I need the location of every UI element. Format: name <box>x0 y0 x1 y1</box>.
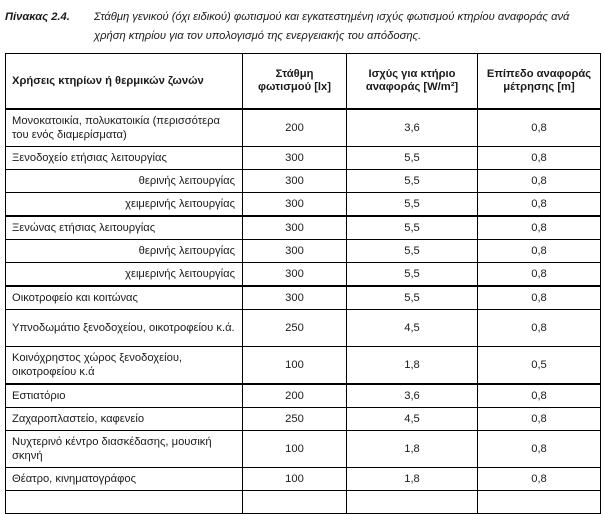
table-row <box>6 286 601 310</box>
usage-cell: χειμερινής λειτουργίας <box>6 193 243 217</box>
power-cell: 1,8 <box>347 347 478 385</box>
height-cell: 0,8 <box>478 286 601 310</box>
height-cell: 0,8 <box>478 147 601 170</box>
power-cell: 5,5 <box>347 216 478 240</box>
height-cell: 0,8 <box>478 263 601 287</box>
table-row <box>6 310 601 347</box>
caption-text: Στάθμη γενικού (όχι ειδικού) φωτισμού και εγκατεστημένη ισχύς φωτισμού κτηρίου αναφοράς ανά χρήση κτηρίου για τον υπολογισμό της ενεργειακής του απόδοσης. <box>94 11 570 42</box>
table-row <box>6 147 601 170</box>
header-usage: Χρήσεις κτηρίων ή θερμικών ζωνών <box>6 54 243 110</box>
table-row <box>6 347 601 385</box>
caption-number: Πίνακας 2.4. <box>5 11 70 23</box>
usage-cell: Κοινόχρηστος χώρος ξενοδοχείου, οικοτροφείου κ.ά <box>6 347 243 385</box>
height-cell: 0,8 <box>478 216 601 240</box>
table-row <box>6 193 601 217</box>
usage-cell: χειμερινής λειτουργίας <box>6 263 243 287</box>
table-row <box>6 109 601 147</box>
lux-cell: 300 <box>243 193 347 217</box>
table-row <box>6 240 601 263</box>
usage-cell: Ξενοδοχείο ετήσιας λειτουργίας <box>6 147 243 170</box>
table-row <box>6 468 601 491</box>
lux-cell: 100 <box>243 468 347 491</box>
table-row <box>6 431 601 468</box>
power-cell: 1,8 <box>347 431 478 468</box>
height-cell: 0,8 <box>478 408 601 431</box>
empty-cell <box>347 491 478 514</box>
height-cell: 0,5 <box>478 347 601 385</box>
header-power: Ισχύς για κτήριο αναφοράς [W/m²] <box>347 54 478 110</box>
table-row-cut <box>6 491 601 514</box>
power-cell: 5,5 <box>347 286 478 310</box>
lux-cell: 100 <box>243 347 347 385</box>
lux-cell: 300 <box>243 286 347 310</box>
height-cell: 0,8 <box>478 310 601 347</box>
usage-cell: Θέατρο, κινηματογράφος <box>6 468 243 491</box>
lux-cell: 300 <box>243 240 347 263</box>
usage-cell: Εστιατόριο <box>6 384 243 408</box>
lux-cell: 100 <box>243 431 347 468</box>
power-cell: 3,6 <box>347 384 478 408</box>
lux-cell: 250 <box>243 408 347 431</box>
height-cell: 0,8 <box>478 240 601 263</box>
empty-cell <box>243 491 347 514</box>
height-cell: 0,8 <box>478 468 601 491</box>
usage-cell: θερινής λειτουργίας <box>6 170 243 193</box>
table-row <box>6 384 601 408</box>
lux-cell: 250 <box>243 310 347 347</box>
height-cell: 0,8 <box>478 170 601 193</box>
usage-cell: Οικοτροφείο και κοιτώνας <box>6 286 243 310</box>
usage-cell: θερινής λειτουργίας <box>6 240 243 263</box>
power-cell: 5,5 <box>347 263 478 287</box>
header-lighting-level: Στάθμη φωτισμού [lx] <box>243 54 347 110</box>
usage-cell: Νυχτερινό κέντρο διασκέδασης, μουσική σκηνή <box>6 431 243 468</box>
power-cell: 4,5 <box>347 408 478 431</box>
usage-cell: Υπνοδωμάτιο ξενοδοχείου, οικοτροφείου κ.ά. <box>6 310 243 347</box>
power-cell: 5,5 <box>347 193 478 217</box>
empty-cell <box>478 491 601 514</box>
lux-cell: 300 <box>243 216 347 240</box>
table-header-row <box>6 54 601 110</box>
usage-cell: Μονοκατοικία, πολυκατοικία (περισσότερα του ενός διαμερίσματα) <box>6 109 243 147</box>
power-cell: 5,5 <box>347 170 478 193</box>
header-reference-height: Επίπεδο αναφοράς μέτρησης [m] <box>478 54 601 110</box>
lux-cell: 300 <box>243 263 347 287</box>
empty-cell <box>6 491 243 514</box>
lux-cell: 200 <box>243 384 347 408</box>
height-cell: 0,8 <box>478 109 601 147</box>
lux-cell: 300 <box>243 147 347 170</box>
lux-cell: 300 <box>243 170 347 193</box>
lighting-table <box>5 53 601 514</box>
power-cell: 1,8 <box>347 468 478 491</box>
usage-cell: Ξενώνας ετήσιας λειτουργίας <box>6 216 243 240</box>
usage-cell: Ζαχαροπλαστείο, καφενείο <box>6 408 243 431</box>
power-cell: 5,5 <box>347 240 478 263</box>
height-cell: 0,8 <box>478 193 601 217</box>
height-cell: 0,8 <box>478 431 601 468</box>
power-cell: 5,5 <box>347 147 478 170</box>
table-row <box>6 216 601 240</box>
power-cell: 4,5 <box>347 310 478 347</box>
table-row <box>6 263 601 287</box>
table-row <box>6 170 601 193</box>
lux-cell: 200 <box>243 109 347 147</box>
height-cell: 0,8 <box>478 384 601 408</box>
table-row <box>6 408 601 431</box>
power-cell: 3,6 <box>347 109 478 147</box>
